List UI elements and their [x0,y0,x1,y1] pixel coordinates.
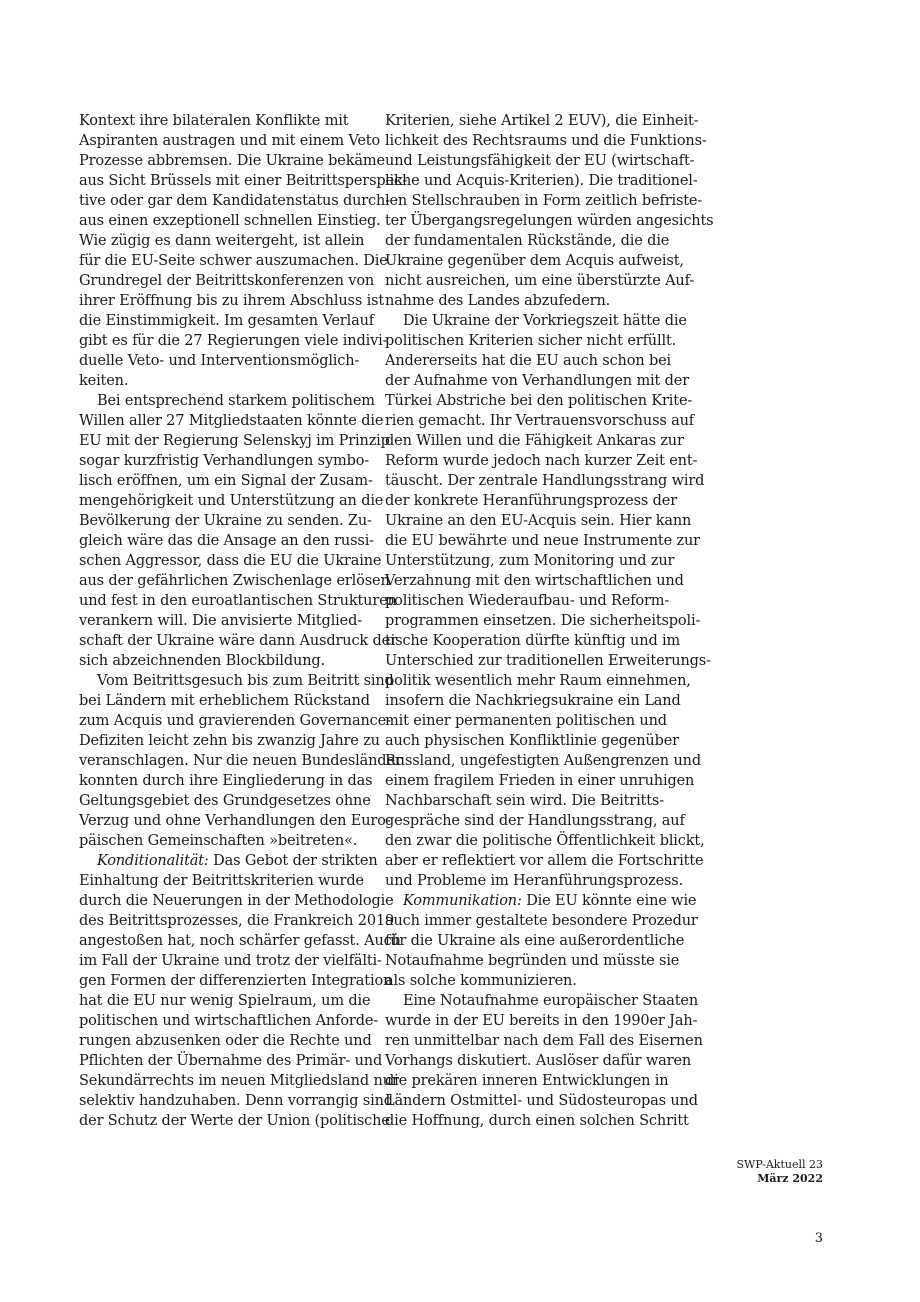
text-line: politischen Kriterien sicher nicht erfüllt. [385,333,677,349]
text-line: tische Kooperation dürfte künftig und im [385,633,681,649]
text-line: bei Ländern mit erheblichem Rückstand [79,693,370,709]
text-line: Kriterien, siehe Artikel 2 EUV), die Einheit- [385,113,699,129]
text-line: Kontext ihre bilateralen Konflikte mit [79,113,349,129]
text-line: Defiziten leicht zehn bis zwanzig Jahre zu [79,733,380,749]
text-line: politischen und wirtschaftlichen Anforde- [79,1013,379,1029]
text-line: im Fall der Ukraine und trotz der vielfälti- [79,953,382,969]
text-line: nicht ausreichen, um eine überstürzte Auf- [385,273,695,289]
text-line: Aspiranten austragen und mit einem Veto [79,133,381,149]
text-line: politik wesentlich mehr Raum einnehmen, [385,673,691,689]
text-line [79,851,379,871]
text-line: Vorhangs diskutiert. Auslöser dafür waren [385,1053,692,1069]
text-line: als solche kommunizieren. [385,973,577,989]
text-line: der Schutz der Werte der Union (politische [79,1113,390,1129]
text-line: Verzahnung mit den wirtschaftlichen und [385,573,684,589]
text-line: konnten durch ihre Eingliederung in das [79,773,373,789]
text-line: veranschlagen. Nur die neuen Bundesländer [79,753,402,769]
text-line: Türkei Abstriche bei den politischen Krite- [385,393,693,409]
text-line: Andererseits hat die EU auch schon bei [385,353,672,369]
text-line: verankern will. Die anvisierte Mitglied- [79,613,362,629]
text-line: politischen Wiederaufbau- und Reform- [385,593,670,609]
text-line: des Beitrittsprozesses, die Frankreich 2019 [79,913,395,929]
text-line: Russland, ungefestigten Außengrenzen und [385,753,701,769]
text-line: den Willen und die Fähigkeit Ankaras zur [385,433,684,449]
text-line: nahme des Landes abzufedern. [385,293,611,309]
text-line-rest: Die EU könnte eine wie [521,893,697,909]
text-line: auch immer gestaltete besondere Prozedur [385,913,698,929]
text-line: Verzug und ohne Verhandlungen den Euro- [79,813,391,829]
text-line: Pflichten der Übernahme des Primär- und [79,1053,383,1069]
text-line: die EU bewährte und neue Instrumente zur [385,533,700,549]
text-line: gibt es für die 27 Regierungen viele indivi- [79,333,388,349]
text-line: aber er reflektiert vor allem die Fortschritte [385,853,704,869]
text-line: sich abzeichnenden Blockbildung. [79,653,325,669]
text-line: sogar kurzfristig Verhandlungen symbo- [79,453,370,469]
publication-series: SWP-Aktuell 23 [736,1158,823,1171]
text-line: und Leistungsfähigkeit der EU (wirtschaft- [385,153,695,169]
text-line: duelle Veto- und Interventionsmöglich- [79,353,360,369]
text-line: schen Aggressor, dass die EU die Ukraine [79,553,382,569]
text-line: auch physischen Konfliktlinie gegenüber [385,733,679,749]
text-line: und Probleme im Heranführungsprozess. [385,873,684,889]
text-line: die Einstimmigkeit. Im gesamten Verlauf [79,313,374,329]
text-line: der konkrete Heranführungsprozess der [385,493,677,509]
text-line: durch die Neuerungen in der Methodologie [79,893,394,909]
text-line: programmen einsetzen. Die sicherheitspoli- [385,613,701,629]
text-line: rien gemacht. Ihr Vertrauensvorschuss auf [385,413,695,429]
text-line: angestoßen hat, noch schärfer gefasst. Auch [79,933,401,949]
text-line: Unterstützung, zum Monitoring und zur [385,553,675,569]
text-line: Reform wurde jedoch nach kurzer Zeit ent- [385,453,698,469]
paragraph-lead-term: Konditionalität: [97,853,209,869]
text-line: schaft der Ukraine wäre dann Ausdruck der [79,633,397,649]
text-line: Unterschied zur traditionellen Erweiterungs- [385,653,711,669]
text-line: gespräche sind der Handlungsstrang, auf [385,813,685,829]
text-line: Bei entsprechend starkem politischem [97,393,375,409]
text-line: insofern die Nachkriegsukraine ein Land [385,693,681,709]
right-text-column [385,111,714,1131]
text-line: keiten. [79,373,129,389]
text-line: lichkeit des Rechtsraums und die Funktions- [385,133,707,149]
text-line: der Aufnahme von Verhandlungen mit der [385,373,690,389]
text-line: ihrer Eröffnung bis zu ihrem Abschluss ist [79,293,385,309]
text-line: ter Übergangsregelungen würden angesichts [385,213,714,229]
text-line: die Hoffnung, durch einen solchen Schritt [385,1113,689,1129]
text-line: gleich wäre das die Ansage an den russi- [79,533,374,549]
text-line: gen Formen der differenzierten Integration [79,973,393,989]
text-line: Nachbarschaft sein wird. Die Beitritts- [385,793,664,809]
text-line: Wie zügig es dann weitergeht, ist allein [79,233,365,249]
text-line: die prekären inneren Entwicklungen in [385,1073,669,1089]
text-line: päischen Gemeinschaften »beitreten«. [79,833,358,849]
text-line: Eine Notaufnahme europäischer Staaten [403,993,699,1009]
text-line: Notaufnahme begründen und müsste sie [385,953,680,969]
text-line-rest: Das Gebot der strikten [208,853,378,869]
text-line: Bevölkerung der Ukraine zu senden. Zu- [79,513,372,529]
text-line: rungen abzusenken oder die Rechte und [79,1033,372,1049]
text-line: tive oder gar dem Kandidatenstatus durch- [79,193,390,209]
text-line: len Stellschrauben in Form zeitlich befriste- [385,193,703,209]
text-line: Einhaltung der Beitrittskriterien wurde [79,873,364,889]
page-footer [736,1158,823,1186]
text-line: täuscht. Der zentrale Handlungsstrang wird [385,473,705,489]
text-line: und fest in den euroatlantischen Strukturen [79,593,397,609]
text-line: Ländern Ostmittel- und Südosteuropas und [385,1093,698,1109]
text-line: für die Ukraine als eine außerordentliche [385,933,685,949]
publication-date: März 2022 [757,1172,823,1185]
text-line: einem fragilem Frieden in einer unruhigen [385,773,695,789]
text-line: mengehörigkeit und Unterstützung an die [79,493,384,509]
paragraph-lead-term: Kommunikation: [403,893,522,909]
text-line: zum Acquis und gravierenden Governance- [79,713,391,729]
text-line: Vom Beitrittsgesuch bis zum Beitritt sind [97,673,394,689]
text-line: EU mit der Regierung Selenskyj im Prinzip [79,433,390,449]
text-line: den zwar die politische Öffentlichkeit blickt, [385,833,705,849]
text-line: Grundregel der Beitrittskonferenzen von [79,273,375,289]
text-line: aus Sicht Brüssels mit einer Beitrittsperspek- [79,173,408,189]
text-line: lisch eröffnen, um ein Signal der Zusam- [79,473,373,489]
text-line: für die EU-Seite schwer auszumachen. Die [79,253,388,269]
page-number: 3 [814,1231,823,1246]
text-line: Geltungsgebiet des Grundgesetzes ohne [79,793,371,809]
text-line: Willen aller 27 Mitgliedstaaten könnte die [79,413,384,429]
text-line: der fundamentalen Rückstände, die die [385,233,670,249]
text-line: aus der gefährlichen Zwischenlage erlösen [79,573,390,589]
text-line: Die Ukraine der Vorkriegszeit hätte die [403,313,687,329]
text-line: wurde in der EU bereits in den 1990er Jah- [385,1013,698,1029]
left-text-column [79,111,408,1131]
text-line: Prozesse abbremsen. Die Ukraine bekäme [79,153,385,169]
text-line [385,891,697,911]
text-line: mit einer permanenten politischen und [385,713,667,729]
text-line: Sekundärrechts im neuen Mitgliedsland nur [79,1073,399,1089]
text-line: Ukraine gegenüber dem Acquis aufweist, [385,253,684,269]
text-line: aus einen exzeptionell schnellen Einstieg. [79,213,381,229]
text-line: selektiv handzuhaben. Denn vorrangig sind [79,1093,393,1109]
text-line: liche und Acquis-Kriterien). Die traditionel- [385,173,698,189]
text-line: ren unmittelbar nach dem Fall des Eisernen [385,1033,703,1049]
text-line: Ukraine an den EU-Acquis sein. Hier kann [385,513,692,529]
text-line: hat die EU nur wenig Spielraum, um die [79,993,371,1009]
